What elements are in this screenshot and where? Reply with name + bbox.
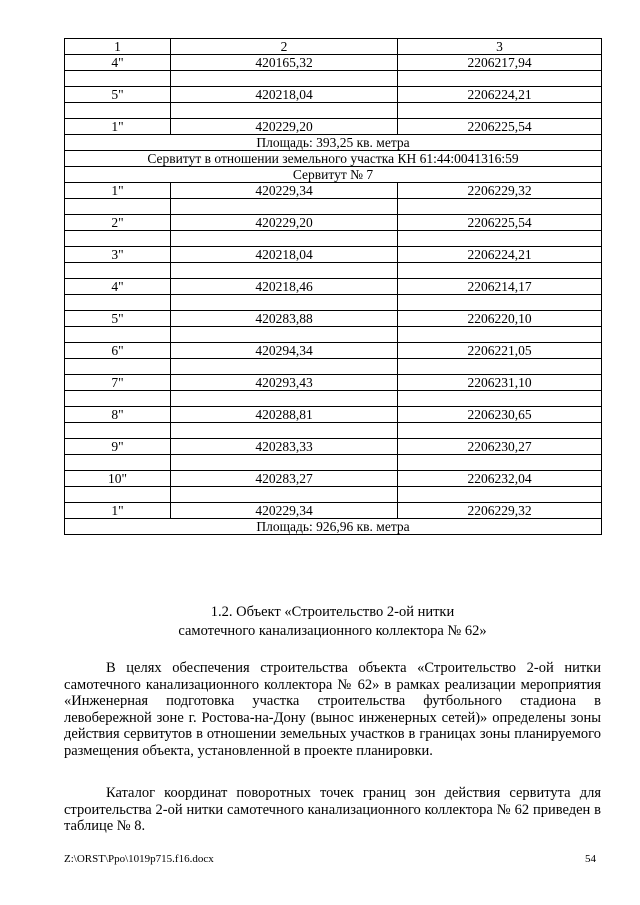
point-cell: 10" <box>65 471 171 487</box>
point-cell: 3" <box>65 247 171 263</box>
header-cell: 2 <box>171 39 398 55</box>
coordinates-table <box>64 38 602 535</box>
y-cell: 2206231,10 <box>398 375 602 391</box>
point-cell: 4" <box>65 279 171 295</box>
footer-page-number: 54 <box>585 853 596 865</box>
spacer-row <box>65 487 602 503</box>
spacer-row <box>65 391 602 407</box>
point-cell: 4" <box>65 55 171 71</box>
table-row <box>65 215 602 231</box>
point-cell: 7" <box>65 375 171 391</box>
point-cell: 9" <box>65 439 171 455</box>
y-cell: 2206225,54 <box>398 119 602 135</box>
y-cell: 2206229,32 <box>398 503 602 519</box>
y-cell: 2206230,65 <box>398 407 602 423</box>
point-cell: 1" <box>65 119 171 135</box>
area-text: Площадь: 393,25 кв. метра <box>65 135 602 151</box>
y-cell: 2206214,17 <box>398 279 602 295</box>
x-cell: 420218,04 <box>171 87 398 103</box>
spacer-row <box>65 71 602 87</box>
coordinates-table-body <box>65 39 602 535</box>
point-cell: 6" <box>65 343 171 359</box>
servitude-title-row <box>65 167 602 183</box>
x-cell: 420283,88 <box>171 311 398 327</box>
x-cell: 420283,33 <box>171 439 398 455</box>
servitude-parcel-text: Сервитут в отношении земельного участка КН 61:44:0041316:59 <box>65 151 602 167</box>
footer-file-path: Z:\ORST\Ppo\1019p715.f16.docx <box>64 853 214 865</box>
table-row <box>65 87 602 103</box>
spacer-row <box>65 423 602 439</box>
y-cell: 2206224,21 <box>398 247 602 263</box>
spacer-row <box>65 103 602 119</box>
y-cell: 2206224,21 <box>398 87 602 103</box>
y-cell: 2206220,10 <box>398 311 602 327</box>
paragraph-catalog: Каталог координат поворотных точек границ зон действия сервитута для строительства 2-ой нитки самотечного канализационного коллектора № 62 приведен в таблице № 8. <box>64 785 601 834</box>
table-row <box>65 407 602 423</box>
header-cell: 3 <box>398 39 602 55</box>
spacer-row <box>65 327 602 343</box>
area-row <box>65 519 602 535</box>
y-cell: 2206229,32 <box>398 183 602 199</box>
y-cell: 2206230,27 <box>398 439 602 455</box>
spacer-row <box>65 295 602 311</box>
x-cell: 420288,81 <box>171 407 398 423</box>
spacer-row <box>65 263 602 279</box>
x-cell: 420294,34 <box>171 343 398 359</box>
table-row <box>65 439 602 455</box>
y-cell: 2206225,54 <box>398 215 602 231</box>
table-row <box>65 119 602 135</box>
point-cell: 2" <box>65 215 171 231</box>
table-row <box>65 311 602 327</box>
table-row <box>65 247 602 263</box>
section-heading <box>64 603 601 641</box>
point-cell: 1" <box>65 503 171 519</box>
table-row <box>65 55 602 71</box>
header-cell: 1 <box>65 39 171 55</box>
y-cell: 2206217,94 <box>398 55 602 71</box>
servitude-title-text: Сервитут № 7 <box>65 167 602 183</box>
spacer-row <box>65 199 602 215</box>
table-row <box>65 183 602 199</box>
table-row <box>65 503 602 519</box>
point-cell: 5" <box>65 87 171 103</box>
area-text: Площадь: 926,96 кв. метра <box>65 519 602 535</box>
table-row <box>65 343 602 359</box>
x-cell: 420229,34 <box>171 183 398 199</box>
section-heading-line-2: самотечного канализационного коллектора № 62» <box>178 623 487 639</box>
x-cell: 420229,20 <box>171 215 398 231</box>
x-cell: 420229,20 <box>171 119 398 135</box>
table-row <box>65 471 602 487</box>
x-cell: 420283,27 <box>171 471 398 487</box>
x-cell: 420218,04 <box>171 247 398 263</box>
x-cell: 420229,34 <box>171 503 398 519</box>
table-row <box>65 375 602 391</box>
section-heading-line-1: 1.2. Объект «Строительство 2-ой нитки <box>210 604 455 620</box>
paragraph-intro: В целях обеспечения строительства объекта «Строительство 2-ой нитки самотечного канализационного коллектора № 62» в рамках реализации мероприятия «Инженерная подготовка участка строительства футбольного стадиона в левобережной зоне г. Ростова-на-Дону (вынос инженерных сетей)» определены зоны действия сервитутов в отношении земельных участков в границах зоны планируемого размещения объекта, установленной в проекте планировки. <box>64 660 601 759</box>
x-cell: 420165,32 <box>171 55 398 71</box>
point-cell: 8" <box>65 407 171 423</box>
point-cell: 5" <box>65 311 171 327</box>
x-cell: 420218,46 <box>171 279 398 295</box>
area-row <box>65 135 602 151</box>
servitude-parcel-row <box>65 151 602 167</box>
y-cell: 2206232,04 <box>398 471 602 487</box>
y-cell: 2206221,05 <box>398 343 602 359</box>
x-cell: 420293,43 <box>171 375 398 391</box>
table-row <box>65 279 602 295</box>
table-header-row <box>65 39 602 55</box>
point-cell: 1" <box>65 183 171 199</box>
spacer-row <box>65 231 602 247</box>
spacer-row <box>65 455 602 471</box>
spacer-row <box>65 359 602 375</box>
